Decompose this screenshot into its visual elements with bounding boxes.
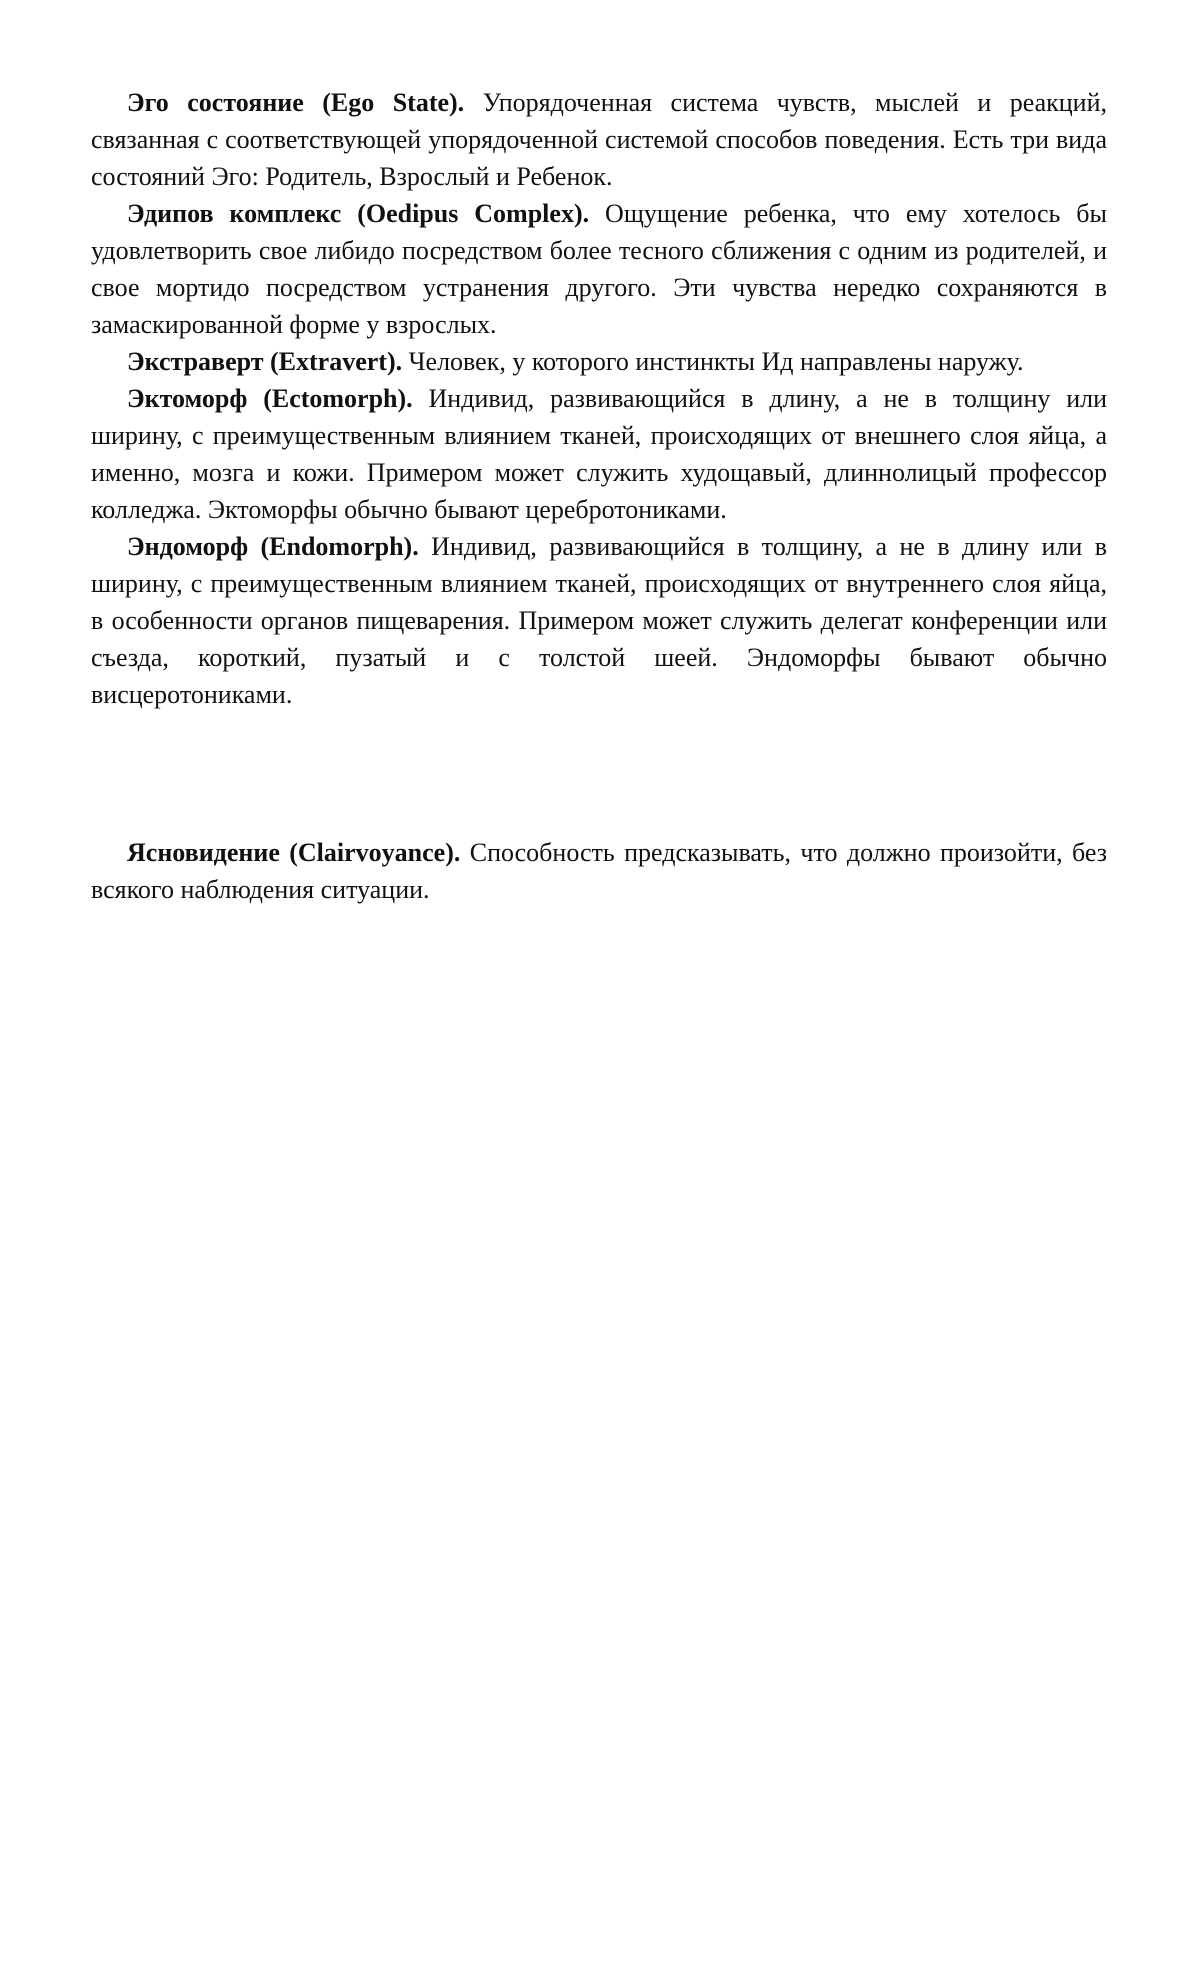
entry-definition: Индивид, развивающийся в толщину, а не в длину или в ширину, с преимущественным влиянием тканей, происходящих от внутреннего слоя яйца, в особенности органов пищеварения. Примером может служить делегат конференции или съезда, короткий, пузатый и с толстой шеей. Эндоморфы бывают обычно висцеротониками. [91, 532, 1107, 709]
entry-term: Эдипов комплекс (Oedipus Complex). [127, 199, 590, 228]
entry-term: Эндоморф (Endomorph). [127, 532, 419, 561]
entry-term: Ясновидение (Clairvoyance). [127, 838, 461, 867]
section-gap [91, 713, 1107, 834]
entry-definition: Способность предсказывать, что должно произойти, без всякого наблюдения ситуации. [91, 838, 1107, 904]
entry-term: Эго состояние (Ego State). [127, 88, 465, 117]
entry-definition: Ощущение ребенка, что ему хотелось бы удовлетворить свое либидо посредством более тесного сближения с одним из родителей, и свое мортидо посредством устранения другого. Эти чувства нередко сохраняются в замаскированной форме у взрослых. [91, 199, 1107, 339]
glossary-entry-endomorph [91, 528, 1107, 713]
glossary-entry-oedipus-complex [91, 195, 1107, 343]
glossary-entry-extravert [91, 343, 1107, 380]
entry-term: Эктоморф (Ectomorph). [127, 384, 413, 413]
entry-definition: Упорядоченная система чувств, мыслей и реакций, связанная с соответствующей упорядоченной системой способов поведения. Есть три вида состояний Эго: Родитель, Взрослый и Ребенок. [91, 88, 1107, 191]
glossary-entry-clairvoyance [91, 834, 1107, 908]
entry-term: Экстраверт (Extravert). [127, 347, 403, 376]
entry-definition: Индивид, развивающийся в длину, а не в толщину или ширину, с преимущественным влиянием тканей, происходящих от внешнего слоя яйца, а именно, мозга и кожи. Примером может служить худощавый, длиннолицый профессор колледжа. Эктоморфы обычно бывают церебротониками. [91, 384, 1108, 524]
glossary-entry-ectomorph [91, 380, 1107, 528]
entry-definition: Человек, у которого инстинкты Ид направлены наружу. [408, 347, 1024, 376]
glossary-entry-ego-state [91, 84, 1107, 195]
glossary-page [91, 84, 1107, 908]
